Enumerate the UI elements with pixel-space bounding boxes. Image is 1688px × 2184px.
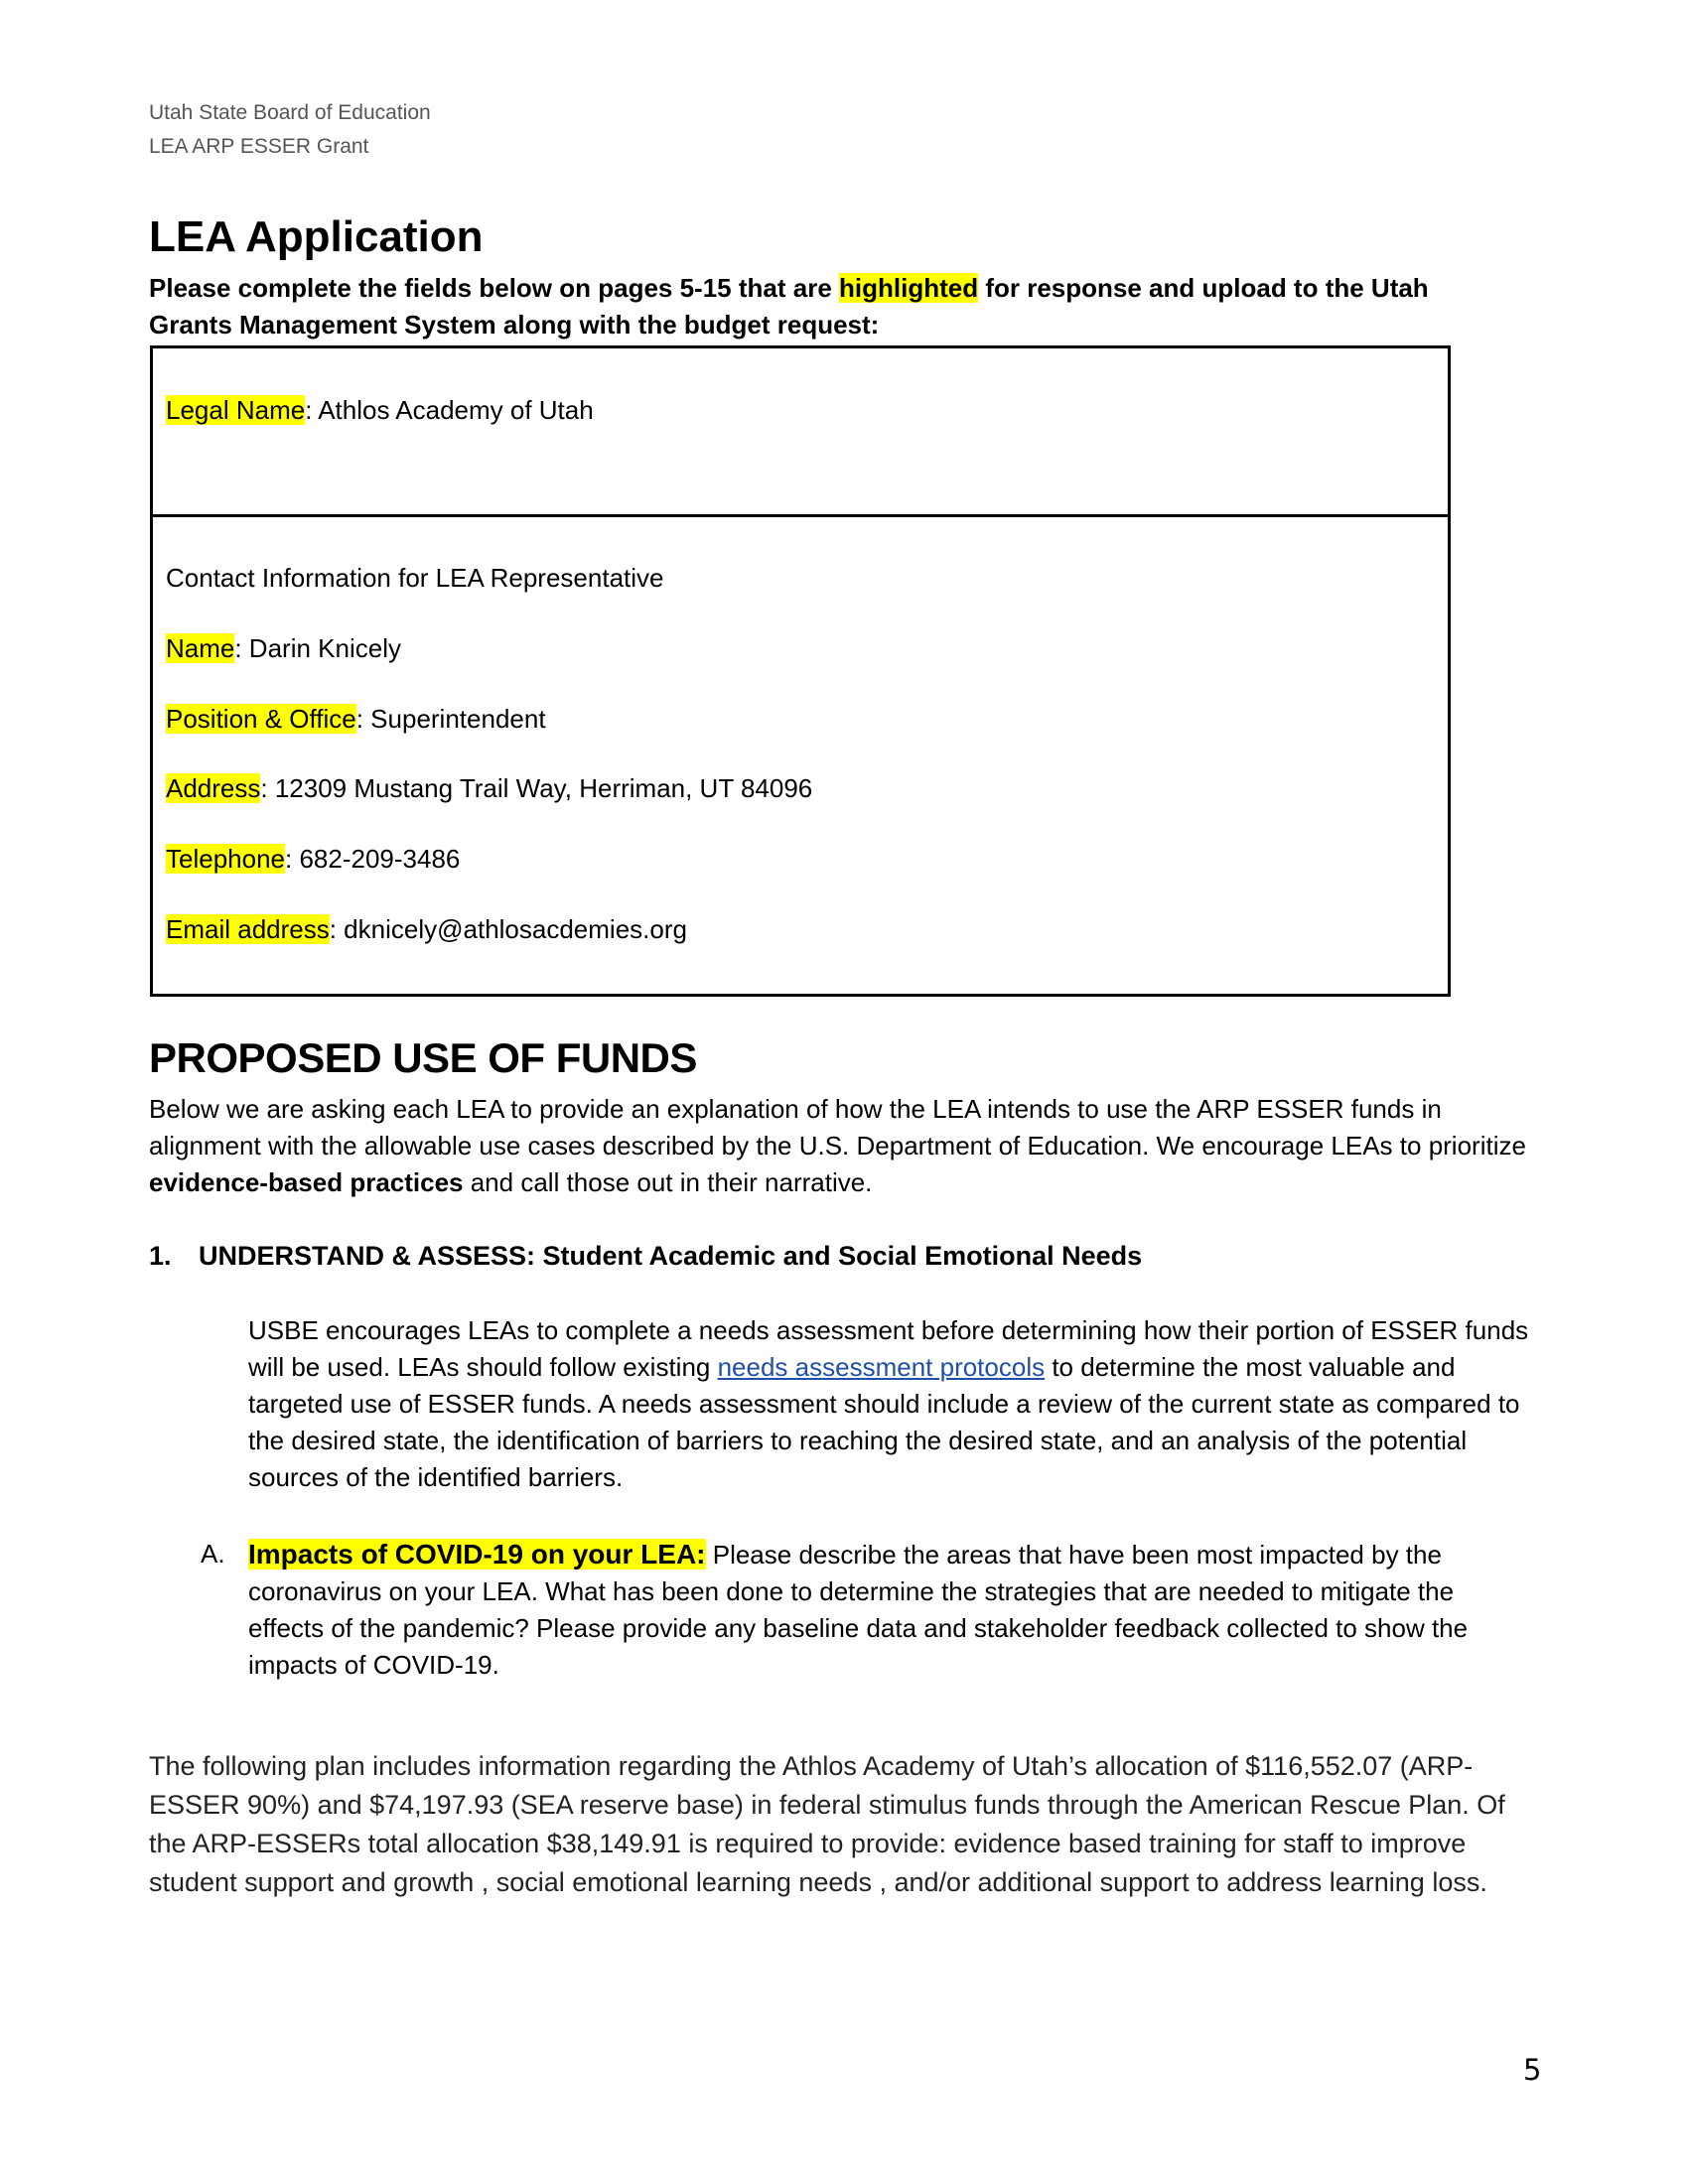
funds-intro-post: and call those out in their narrative. xyxy=(463,1167,873,1197)
legal-name-label: Legal Name xyxy=(166,395,306,425)
legal-name-box xyxy=(150,345,1451,517)
section-1-paragraph xyxy=(248,1312,1529,1496)
contact-position-value: : Superintendent xyxy=(355,704,546,734)
header-grant: LEA ARP ESSER Grant xyxy=(149,135,369,158)
contact-info-box xyxy=(150,514,1451,997)
page-number: 5 xyxy=(1523,2053,1542,2087)
contact-address-label: Address xyxy=(166,773,261,803)
section-1-number: 1. xyxy=(149,1241,172,1271)
needs-assessment-link[interactable]: needs assessment protocols xyxy=(717,1352,1046,1382)
legal-name-field xyxy=(166,393,594,427)
contact-email-value: : dknicely@athlosacdemies.org xyxy=(329,914,687,944)
section-1-title: UNDERSTAND & ASSESS: Student Academic and Social Emotional Needs xyxy=(199,1241,1143,1271)
instructions-highlight: highlighted xyxy=(839,273,979,303)
contact-telephone-field xyxy=(166,842,460,876)
contact-telephone-label: Telephone xyxy=(166,844,285,874)
item-a-text: Please describe the areas that have been most impacted by the coronavirus on your LEA. What has been done to determine the strategies that are needed to mitigate the effects of the pandemic? Please provide any baseline data and stakeholder feedback collected to show the impacts of COVID-19. xyxy=(248,1540,1469,1680)
contact-name-field xyxy=(166,631,401,665)
section-1-heading xyxy=(149,1241,1142,1272)
section-1-para-pre: USBE encourages LEAs to complete a needs assessment before determining how their portion of ESSER funds will be used. LEAs should follow existing xyxy=(248,1315,1529,1382)
funds-intro xyxy=(149,1091,1529,1201)
funds-intro-bold: evidence-based practices xyxy=(149,1167,464,1197)
contact-email-label: Email address xyxy=(166,914,330,944)
application-instructions xyxy=(149,270,1479,343)
funds-intro-pre: Below we are asking each LEA to provide an explanation of how the LEA intends to use the ARP ESSER funds in alignment with the allowable use cases described by the U.S. Department of Education. We encourage LEAs to prioritize xyxy=(149,1094,1526,1160)
contact-email-field xyxy=(166,912,687,946)
contact-telephone-value: : 682-209-3486 xyxy=(285,844,461,874)
legal-name-value: : Athlos Academy of Utah xyxy=(305,395,594,425)
contact-address-field xyxy=(166,771,812,805)
contact-position-label: Position & Office xyxy=(166,704,356,734)
contact-position-field xyxy=(166,702,546,736)
instructions-pre: Please complete the fields below on pages 5-15 that are xyxy=(149,273,840,303)
item-a-prompt xyxy=(248,1536,1529,1684)
contact-heading: Contact Information for LEA Representative xyxy=(166,563,664,593)
instructions-post: for response and upload to the Utah Grants Management System along with the budget request: xyxy=(149,273,1429,340)
response-text: The following plan includes information regarding the Athlos Academy of Utah’s allocation of $116,552.07 (ARP-ESSER 90%) and $74,197.93 (SEA reserve base) in federal stimulus funds through the American Rescue Plan. Of the ARP-ESSERs total allocation $38,149.91 is required to provide: evidence based training for staff to improve student support and growth , social emotional learning needs , and/or additional support to address learning loss. xyxy=(149,1751,1505,1897)
contact-name-label: Name xyxy=(166,633,235,663)
funds-title: PROPOSED USE OF FUNDS xyxy=(149,1034,697,1081)
contact-name-value: : Darin Knicely xyxy=(234,633,401,663)
item-a-label: Impacts of COVID-19 on your LEA: xyxy=(248,1539,706,1570)
application-title: LEA Application xyxy=(149,212,484,261)
header-org: Utah State Board of Education xyxy=(149,101,431,124)
item-a-letter: A. xyxy=(201,1539,225,1569)
contact-address-value: : 12309 Mustang Trail Way, Herriman, UT 84096 xyxy=(260,773,813,803)
section-1-para-post: to determine the most valuable and targeted use of ESSER funds. A needs assessment should include a review of the current state as compared to the desired state, the identification of barriers to reaching the desired state, and an analysis of the potential sources of the identified barriers. xyxy=(248,1352,1520,1492)
